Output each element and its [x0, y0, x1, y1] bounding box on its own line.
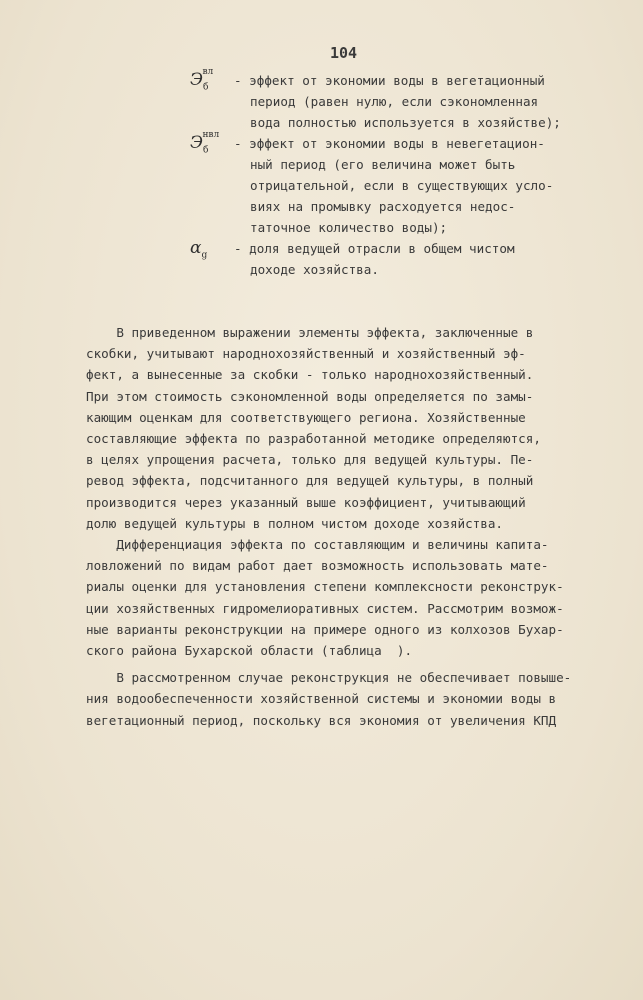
paragraph-line: При этом стоимость сэкономленной воды определяется по замы-: [86, 388, 534, 404]
paragraph-line: скобки, учитывают народнохозяйственный и хозяйственный эф-: [86, 346, 526, 362]
paragraph: [86, 322, 606, 534]
definition-line: период (равен нулю, если сэкономленная: [250, 94, 539, 109]
definition-line: - эффект от экономии воды в невегетацион-: [234, 136, 545, 151]
paragraph-line: составляющие эффекта по разработанной методике определяются,: [86, 431, 541, 447]
paragraph-line: кающим оценкам для соответствующего региона. Хозяйственные: [86, 409, 526, 425]
symbol-base: α: [190, 238, 202, 258]
symbol-subscript: g: [201, 250, 208, 261]
paragraph-line: ния водообеспеченности хозяйственной системы и экономии воды в: [86, 691, 557, 707]
paragraph-line: В рассмотренном случае реконструкция не обеспечивает повыше-: [86, 670, 572, 686]
definition-line: таточное количество воды);: [250, 220, 448, 235]
definition-line: - доля ведущей отрасли в общем чистом: [234, 241, 515, 256]
paragraph-line: долю ведущей культуры в полном чистом доходе хозяйства.: [86, 515, 504, 531]
paragraph: [86, 667, 606, 731]
paragraph-line: ского района Бухарской области (таблица ).: [86, 643, 413, 659]
formula-symbol: [190, 67, 238, 93]
paragraph-line: В приведенном выражении элементы эффекта, заключенные в: [86, 325, 534, 340]
definition-line: ный период (его величина может быть: [250, 157, 516, 172]
definition-item: [190, 67, 590, 133]
symbol-base: Э: [190, 70, 204, 90]
definition-line: - эффект от экономии воды в вегетационный: [234, 73, 545, 88]
definition-item: [190, 130, 590, 238]
paragraph-line: производится через указанный выше коэффициент, учитывающий: [86, 494, 526, 510]
symbol-superscript: вл: [202, 67, 214, 78]
definition-item: [190, 238, 590, 280]
formula-symbol: [190, 238, 238, 260]
definitions-list: [190, 67, 590, 280]
paragraph-line: ции хозяйственных гидромелиоративных систем. Рассмотрим возмож-: [86, 600, 564, 616]
paragraph-line: ловложений по видам работ дает возможность использовать мате-: [86, 558, 549, 574]
definition-line: вода полностью используется в хозяйстве);: [250, 115, 561, 130]
symbol-superscript: нвл: [202, 130, 220, 141]
symbol-base: Э: [190, 133, 204, 153]
formula-symbol: [190, 130, 238, 156]
body-text: [86, 322, 606, 731]
paragraph: [86, 534, 606, 661]
paragraph-line: вегетационный период, поскольку вся экономия от увеличения КПД: [86, 712, 557, 728]
symbol-subscript: б: [203, 145, 209, 156]
paragraph-line: ные варианты реконструкции на примере одного из колхозов Бухар-: [86, 621, 564, 637]
paragraph-line: ревод эффекта, подсчитанного для ведущей культуры, в полный: [86, 473, 534, 489]
paragraph-line: в целях упрощения расчета, только для ведущей культуры. Пе-: [86, 452, 534, 468]
paragraph-line: Дифференциация эффекта по составляющим и величины капита-: [86, 537, 549, 553]
definition-line: виях на промывку расходуется недос-: [250, 199, 516, 214]
paragraph-line: риалы оценки для установления степени комплексности реконструк-: [86, 579, 564, 595]
paragraph-line: фект, а вынесенные за скобки - только народнохозяйственный.: [86, 367, 534, 383]
definition-line: доходе хозяйства.: [250, 262, 379, 277]
symbol-subscript: б: [203, 82, 209, 93]
page-number: 104: [330, 44, 358, 62]
definition-line: отрицательной, если в существующих усло-: [250, 178, 554, 193]
